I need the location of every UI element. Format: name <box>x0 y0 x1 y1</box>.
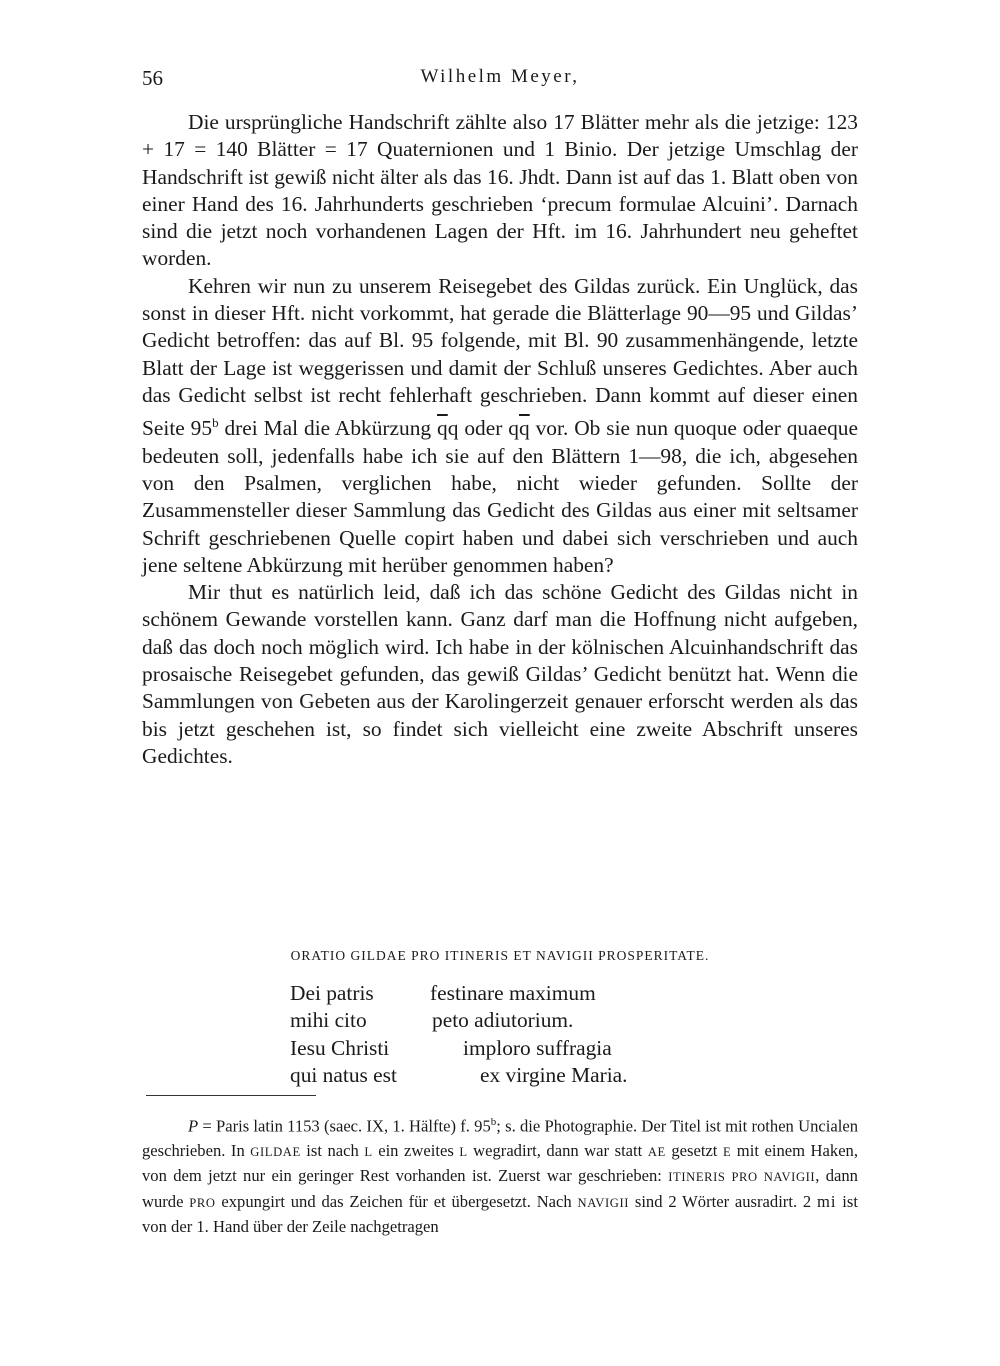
footnote-text: ist nach <box>300 1140 365 1160</box>
running-title: Wilhelm Meyer, <box>420 66 580 87</box>
paragraph-2 <box>142 273 858 579</box>
paragraph-2-text-c: oder <box>458 416 509 441</box>
verse-line <box>290 1035 710 1062</box>
footnote-text: wegradirt, dann war statt <box>467 1140 648 1160</box>
footnote-inserted-word: mi <box>816 1191 837 1211</box>
page-number: 56 <box>142 66 163 90</box>
footnote-text: = Paris latin 1153 (saec. IX, 1. Hälfte) f. 95 <box>198 1116 491 1136</box>
paragraph-2-superscript: b <box>212 415 219 431</box>
abbreviation-2-barred: $\overline{q}$ <box>519 416 530 441</box>
body-text <box>142 109 858 770</box>
page-header <box>142 66 858 96</box>
poem-title: ORATIO GILDAE PRO ITINERIS ET NAVIGII PROSPERITATE. <box>290 948 710 963</box>
footnote-text: gesetzt <box>665 1140 723 1160</box>
abbreviation-1-plain: q <box>447 416 459 441</box>
footnote-siglum: P <box>188 1116 199 1136</box>
verse-line <box>290 1062 710 1089</box>
footnote-text: , dann wurde <box>142 1166 858 1211</box>
verse-first-half: qui natus est <box>290 1063 397 1088</box>
footnote-small-caps: PRO <box>189 1195 216 1210</box>
footnote-text: ist von der 1. Hand über der Zeile nachgetragen <box>142 1191 858 1237</box>
footnote-small-caps: NAVIGII <box>577 1195 630 1210</box>
footnote-text: sind 2 Wörter ausradirt. 2 <box>629 1191 817 1211</box>
verse-first-half: Iesu Christi <box>290 1035 390 1060</box>
verse-second-half: ex virgine Maria. <box>480 1063 628 1088</box>
abbreviation-2 <box>508 416 529 440</box>
paragraph-3: Mir thut es natürlich leid, daß ich das schöne Gedicht des Gildas nicht in schönem Gewande vorstellen kann. Ganz darf man die Hoffnung nicht aufgeben, daß das doch noch möglich wird. Ich habe in der kölnischen Alcuinhandschrift das prosaische Reisegebet gefunden, das gewiß Gildas’ Gedicht benützt hat. Wenn die Sammlungen von Gebeten aus der Karolingerzeit genauer erforscht werden als das bis jetzt geschehen ist, so findet sich vielleicht eine zweite Abschrift unseres Gedichtes. <box>142 580 858 768</box>
verse-second-half: festinare maximum <box>430 981 596 1005</box>
abbreviation-1 <box>437 416 458 440</box>
poem <box>290 980 710 1090</box>
verse-line <box>290 980 710 1007</box>
footnote-text: expungirt und das Zeichen für et übergesetzt. Nach <box>215 1191 578 1211</box>
footnote-small-caps: GILDAE <box>250 1144 301 1159</box>
footnote-small-caps: AE <box>647 1144 666 1159</box>
verse-first-half: Dei patris <box>290 981 374 1005</box>
footnote-small-caps: E <box>722 1144 732 1159</box>
footnote-superscript: b <box>490 1116 497 1128</box>
footnote-small-caps: ITINERIS PRO NAVIGII <box>668 1170 816 1185</box>
paragraph-1: Die ursprüngliche Handschrift zählte also 17 Blätter mehr als die jetzige: 123 + 17 = 140 Blätter = 17 Quaternionen und 1 Binio. Der jetzige Umschlag der Handschrift ist gewiß nicht älter als das 16. Jhdt. Dann ist auf das 1. Blatt oben von einer Hand des 16. Jahrhunderts geschrieben ‘precum formulae Alcuini’. Darnach sind die jetzt noch vorhandenen Lagen der Hft. im 16. Jahrhundert neu geheftet worden. <box>142 110 858 271</box>
abbreviation-2-plain: q <box>508 416 519 441</box>
verse-second-half: peto adiutorium. <box>432 1008 574 1033</box>
paragraph-2-text-a: Kehren wir nun zu unserem Reisegebet des Gildas zurück. Ein Unglück, das sonst in dieser Hft. nicht vorkommt, hat gerade die Blätterlage 90—95 und Gildas’ Gedicht betroffen: das auf Bl. 95 folgende, mit Bl. 90 zusammenhängende, letzte Blatt der Lage ist weggerissen und damit der Schluß unseres Gedichtes. Aber auch das Gedicht selbst ist recht fehlerhaft geschrieben. Dann kommt auf dieser einen Seite 95 <box>142 273 858 441</box>
paragraph-2-text-b: drei Mal die Abkürzung <box>218 416 438 441</box>
verse-line <box>290 1007 710 1034</box>
verse-second-half: imploro suffragia <box>463 1035 612 1060</box>
verse-first-half: mihi cito <box>290 1008 367 1033</box>
footnote-text: mit einem Haken, von dem jetzt nur ein geringer Rest vorhanden ist. Zuerst war geschrieben: <box>142 1140 859 1186</box>
footnote-rule <box>146 1095 316 1096</box>
paragraph-2-text-d: vor. Ob sie nun quoque oder quaeque bedeuten soll, jedenfalls habe ich sie auf den Blättern 1—98, die ich, abgesehen von den Psalmen, verglichen habe, nicht wieder gefunden. Sollte der Zusammensteller dieser Sammlung das Gedicht des Gildas aus einer mit seltsamer Schrift geschriebenen Quelle copirt haben und dabei sich verschrieben und auch jene seltene Abkürzung mit herüber genommen haben? <box>142 416 858 577</box>
footnote-text: ein zweites <box>372 1140 460 1160</box>
footnote-small-caps: L <box>459 1144 468 1159</box>
footnote-small-caps: L <box>364 1144 373 1159</box>
footnote <box>142 1110 858 1240</box>
abbreviation-1-barred: $\overline{q}$ <box>437 416 448 441</box>
footnote-text: ; s. die Photographie. Der Titel ist mit rothen Uncialen geschrieben. In <box>142 1116 858 1160</box>
